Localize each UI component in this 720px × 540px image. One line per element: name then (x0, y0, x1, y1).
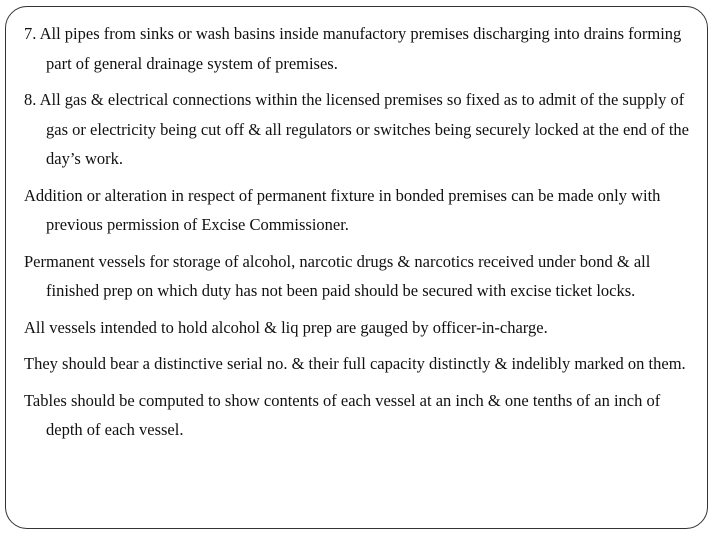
paragraph-tables-computed: Tables should be computed to show contents of each vessel at an inch & one tenths of an inch of depth of each vessel. (24, 390, 661, 439)
paragraph-permanent-vessels: Permanent vessels for storage of alcohol, narcotic drugs & narcotics received under bond & all finished prep on which duty has not been paid should be secured with excise ticket locks. (24, 251, 651, 300)
text-body (24, 19, 700, 452)
paragraph-item-7-pipes: 7. All pipes from sinks or wash basins inside manufactory premises discharging into drains forming part of general drainage system of premises. (24, 24, 682, 73)
paragraph-addition-alteration: Addition or alteration in respect of permanent fixture in bonded premises can be made only with previous permission of Excise Commissioner. (24, 185, 661, 234)
paragraph-serial-number: They should bear a distinctive serial no. & their full capacity distinctly & indelibly marked on them. (24, 354, 686, 373)
paragraph-item-8-gas-electrical: 8. All gas & electrical connections within the licensed premises so fixed as to admit of the supply of gas or electricity being cut off & all regulators or switches being securely locked at the end of the day’s work. (24, 90, 689, 168)
paragraph-vessels-gauged: All vessels intended to hold alcohol & liq prep are gauged by officer-in-charge. (24, 317, 548, 337)
